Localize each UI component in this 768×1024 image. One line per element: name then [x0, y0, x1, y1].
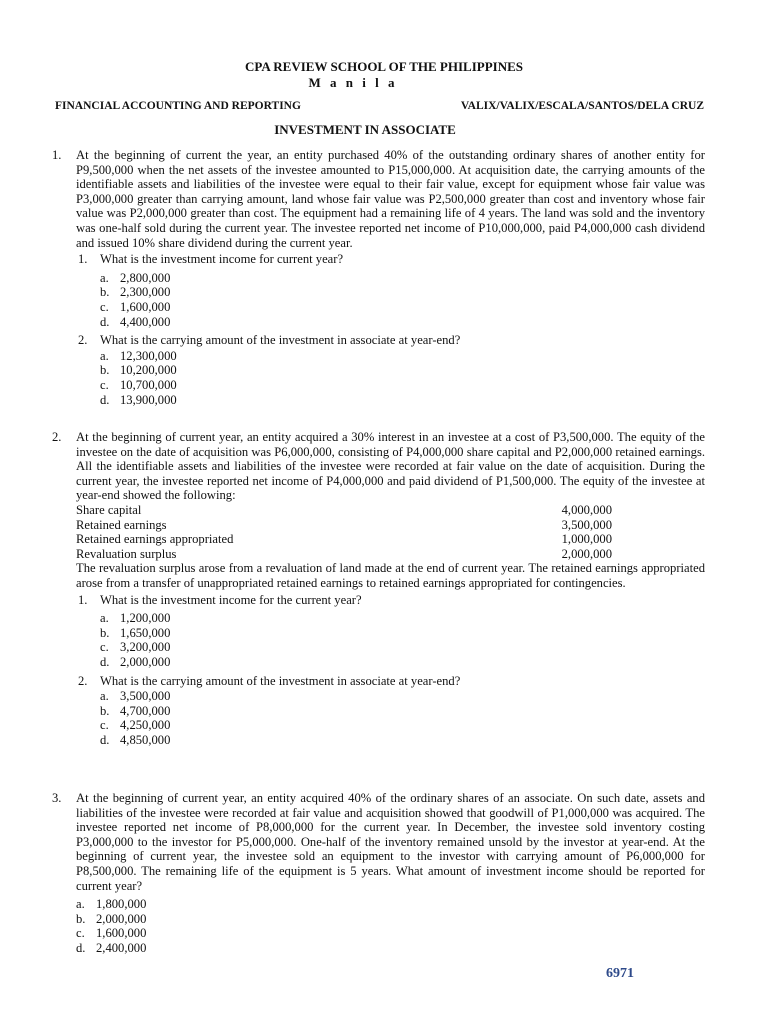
- sub-question-number: 1.: [78, 252, 88, 267]
- options-list: [100, 689, 705, 747]
- topic-title: INVESTMENT IN ASSOCIATE: [274, 122, 456, 137]
- question-2: [52, 430, 705, 751]
- equity-row: Retained earnings appropriated 1,000,000: [76, 532, 612, 547]
- option: c. 1,600,000: [100, 299, 171, 314]
- school-name: CPA REVIEW SCHOOL OF THE PHILIPPINES: [245, 59, 523, 74]
- question-text: At the beginning of current year, an entity acquired 40% of the ordinary shares of an associate. On such date, assets and liabilities of the investee were recorded at fair value and acquisition showed that goodwill of P1,000,000 was acquired. The investee reported net income of P8,000,000 for the current year. In December, the investee sold inventory costing P3,000,000 to the investor for P5,000,000. One-half of the inventory remained unsold by the investor at year-end. At the beginning of current year, the investee sold an equipment to the investor with carrying amount of P6,000,000 for P8,500,000. The remaining life of the equipment is 5 years. What amount of investment income should be reported for current year?: [76, 791, 705, 893]
- option: a. 12,300,000: [100, 348, 177, 363]
- equity-table: [52, 503, 705, 561]
- question-number: 3.: [52, 791, 62, 805]
- question-3: [52, 791, 705, 960]
- option: b. 4,700,000: [100, 703, 171, 718]
- option: a. 1,200,000: [100, 611, 171, 626]
- authors: VALIX/VALIX/ESCALA/SANTOS/DELA CRUZ: [460, 100, 704, 112]
- page-number: 6971: [606, 966, 634, 981]
- sub-question-number: 1.: [78, 592, 88, 607]
- equity-row: Retained earnings 3,500,000: [76, 517, 612, 532]
- option: a. 2,800,000: [100, 270, 171, 285]
- sub-question: [78, 674, 705, 689]
- option: a. 3,500,000: [100, 689, 171, 704]
- option: d. 2,000,000: [100, 654, 171, 669]
- options-list: [76, 897, 705, 955]
- sub-question-text: What is the carrying amount of the investment in associate at year-end?: [100, 333, 461, 348]
- option: c. 1,600,000: [76, 926, 147, 941]
- question-1: [52, 148, 705, 411]
- question-number: 2.: [52, 430, 62, 444]
- sub-question-text: What is the investment income for current year?: [100, 252, 344, 267]
- option: d. 4,400,000: [100, 314, 171, 329]
- sub-question: [78, 252, 705, 267]
- equity-row: Revaluation surplus 2,000,000: [76, 546, 612, 561]
- question-text: At the beginning of current year, an entity acquired a 30% interest in an investee at a cost of P3,500,000. The equity of the investee on the date of acquisition was P6,000,000, consisting of P4,000,000 share capital and P2,000,000 retained earnings. All the identifiable assets and liabilities of the investee were recorded at fair value on the date of acquisition. During the current year, the investee reported net income of P4,000,000 and paid dividend of P1,500,000. The equity of the investee at year-end showed the following:: [76, 430, 705, 503]
- option: d. 2,400,000: [76, 940, 147, 955]
- options-list: [100, 611, 705, 669]
- equity-row: Share capital 4,000,000: [76, 502, 612, 517]
- question-number: 1.: [52, 148, 62, 162]
- option: b. 10,200,000: [100, 363, 177, 378]
- option: c. 3,200,000: [100, 640, 171, 655]
- option: b. 2,000,000: [76, 911, 147, 926]
- sub-question: [78, 593, 705, 608]
- sub-question-text: What is the carrying amount of the investment in associate at year-end?: [100, 673, 461, 688]
- options-list: [100, 271, 705, 329]
- subject-title: FINANCIAL ACCOUNTING AND REPORTING: [55, 100, 301, 112]
- option: b. 2,300,000: [100, 285, 171, 300]
- question-note: The revaluation surplus arose from a revaluation of land made at the end of current year. The retained earnings appropriated arose from a transfer of unappropriated retained earnings to retained earnings appropriated for contingencies.: [76, 561, 705, 590]
- question-text: At the beginning of current the year, an entity purchased 40% of the outstanding ordinary shares of another entity for P9,500,000 when the net assets of the investee amounted to P15,000,000. At acquisition date, the carrying amounts of the identifiable assets and liabilities of the investee were equal to their fair value, except for equipment whose fair value was P3,000,000 greater than carrying amount, land whose fair value was P2,500,000 greater than cost and inventory whose fair value was P2,000,000 greater than cost. The equipment had a remaining life of 4 years. The land was sold and the inventory was one-half sold during the current year. The investee reported net income of P10,000,000, paid P4,000,000 cash dividend and issued 10% share dividend during the current year.: [76, 148, 705, 250]
- option: c. 10,700,000: [100, 377, 177, 392]
- option: c. 4,250,000: [100, 718, 171, 733]
- sub-question: [78, 333, 705, 348]
- sub-question-text: What is the investment income for the current year?: [100, 592, 362, 607]
- sub-question-number: 2.: [78, 673, 88, 688]
- option: b. 1,650,000: [100, 625, 171, 640]
- option: d. 4,850,000: [100, 732, 171, 747]
- sub-question-number: 2.: [78, 333, 88, 348]
- school-city: M a n i l a: [308, 75, 398, 90]
- option: d. 13,900,000: [100, 392, 177, 407]
- options-list: [100, 349, 705, 407]
- option: a. 1,800,000: [76, 897, 147, 912]
